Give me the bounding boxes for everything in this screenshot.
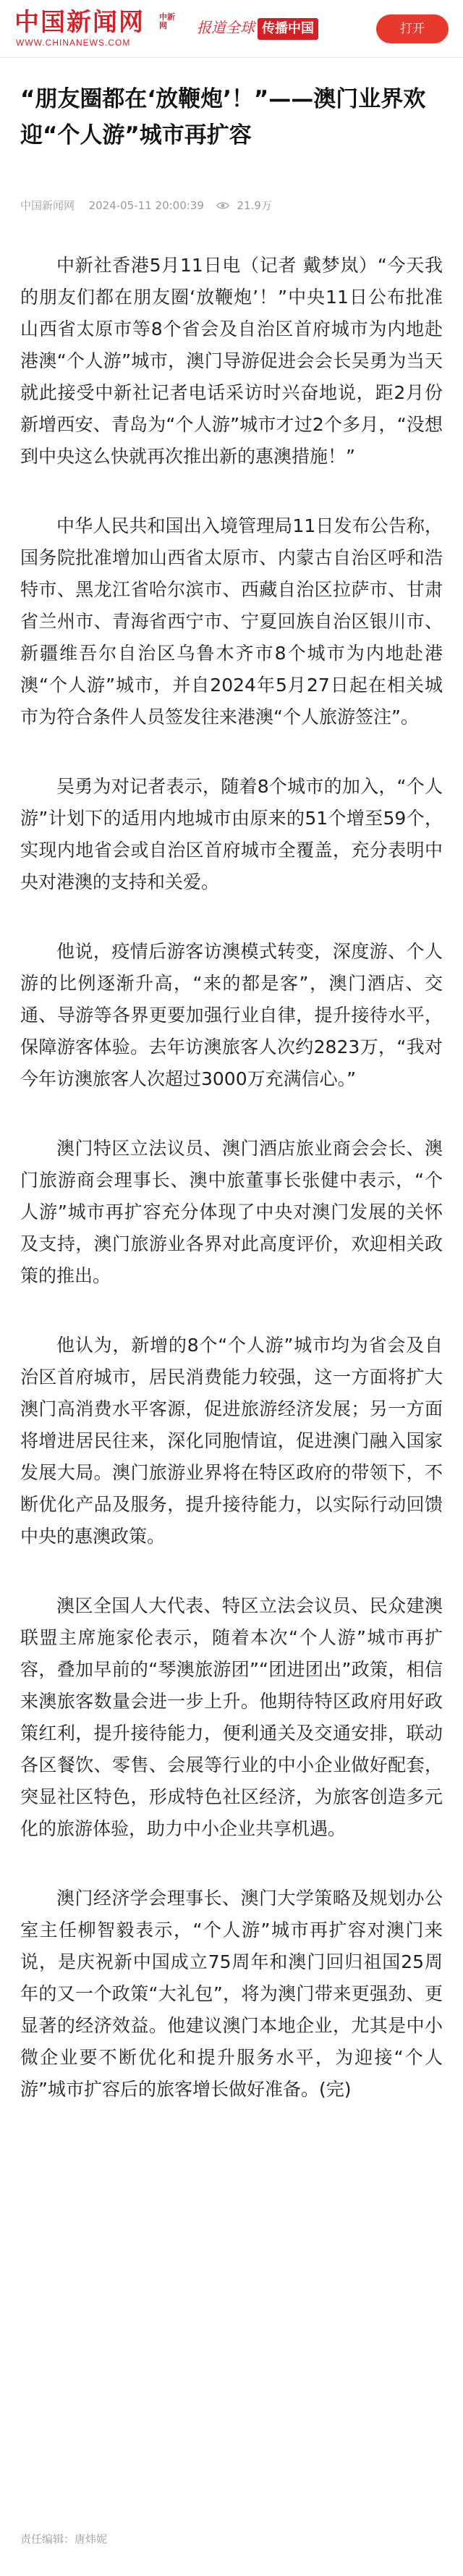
slogan-highlight: 传播中国 (258, 18, 318, 40)
view-count: 21.9万 (237, 198, 272, 212)
article-source: 中国新闻网 (20, 198, 75, 212)
top-bar (0, 0, 463, 58)
article-paragraph: 他说，疫情后游客访澳模式转变，深度游、个人游的比例逐渐升高，“来的都是客”，澳门酒店、交通、导游等各界更要加强行业自律，提升接待水平，保障游客体验。去年访澳旅客人次约2823万，“我对今年访澳旅客人次超过3000万充满信心。” (20, 941, 443, 1089)
article-paragraph: 吴勇为对记者表示，随着8个城市的加入，“个人游”计划下的适用内地城市由原来的51个增至59个，实现内地省会或自治区首府城市全覆盖，充分表明中央对港澳的支持和关爱。 (20, 776, 443, 892)
editor-credit (20, 2530, 107, 2548)
article-paragraph: 他认为，新增的8个“个人游”城市均为省会及自治区首府城市，居民消费能力较强，这一方面将扩大澳门高消费水平客源，促进旅游经济发展；另一方面将增进居民往来，深化同胞情谊，促进澳门融入国家发展大局。澳门旅游业界将在特区政府的带领下，不断优化产品及服务，提升接待能力，以实际行动回馈中央的惠澳政策。 (20, 1335, 443, 1547)
logo-url: WWW.CHINANEWS.COM (16, 38, 131, 48)
slogan-text: 报道全球 (197, 19, 255, 36)
article-datetime: 2024-05-11 20:00:39 (88, 198, 204, 212)
eye-icon (216, 201, 229, 210)
logo-side-text: 中新网 (159, 12, 175, 30)
article-paragraph: 澳区全国人大代表、特区立法会议员、民众建澳联盟主席施家伦表示，随着本次“个人游”城市再扩容，叠加早前的“琴澳旅游团”“团进团出”政策，相信来澳旅客数量会进一步上升。他期待特区政府用好政策红利，提升接待能力，便利通关及交通安排，联动各区餐饮、零售、会展等行业的中小企业做好配套，突显社区特色，形成特色社区经济，为旅客创造多元化的旅游体验，助力中小企业共享机遇。 (20, 1595, 443, 1839)
open-app-button[interactable]: 打开 (376, 14, 449, 43)
article-paragraph: 澳门特区立法议员、澳门酒店旅业商会会长、澳门旅游商会理事长、澳中旅董事长张健中表示，“个人游”城市再扩容充分体现了中央对澳门发展的关怀及支持，澳门旅游业各界对此高度评价，欢迎相关政策的推出。 (20, 1138, 443, 1286)
article-body (20, 250, 443, 2143)
logo-text: 中国新闻网 (14, 8, 145, 37)
article-title: “朋友圈都在‘放鞭炮’！”——澳门业界欢迎“个人游”城市再扩容 (20, 86, 426, 148)
editor-name: 唐炜妮 (75, 2533, 108, 2546)
article-paragraph: 中新社香港5月11日电（记者 戴梦岚）“今天我的朋友们都在朋友圈‘放鞭炮’！”中央11日公布批准山西省太原市等8个省会及自治区首府城市为内地赴港澳“个人游”城市，澳门导游促进会会长吴勇为当天就此接受中新社记者电话采访时兴奋地说，距2月份新增西安、青岛为“个人游”城市才过2个多月，“没想到中央这么快就再次推出新的惠澳措施！” (20, 255, 443, 467)
article-paragraph: 澳门经济学会理事长、澳门大学策略及规划办公室主任柳智毅表示，“个人游”城市再扩容对澳门来说，是庆祝新中国成立75周年和澳门回归祖国25周年的又一个政策“大礼包”，将为澳门带来更强劲、更显著的经济效益。他建议澳门本地企业，尤其是中小微企业要不断优化和提升服务水平，为迎接“个人游”城市扩容后的旅客增长做好准备。(完) (20, 1888, 443, 2100)
chinanews-logo[interactable] (14, 9, 195, 49)
slogan (197, 13, 318, 42)
article-paragraph: 中华人民共和国出入境管理局11日发布公告称，国务院批准增加山西省太原市、内蒙古自治区呼和浩特市、黑龙江省哈尔滨市、西藏自治区拉萨市、甘肃省兰州市、青海省西宁市、宁夏回族自治区银川市、新疆维吾尔自治区乌鲁木齐市8个城市为内地赴港澳“个人游”城市，并自2024年5月27日起在相关城市为符合条件人员签发往来港澳“个人旅游签注”。 (20, 515, 443, 727)
article-meta (20, 196, 272, 214)
editor-label: 责任编辑： (20, 2533, 75, 2546)
